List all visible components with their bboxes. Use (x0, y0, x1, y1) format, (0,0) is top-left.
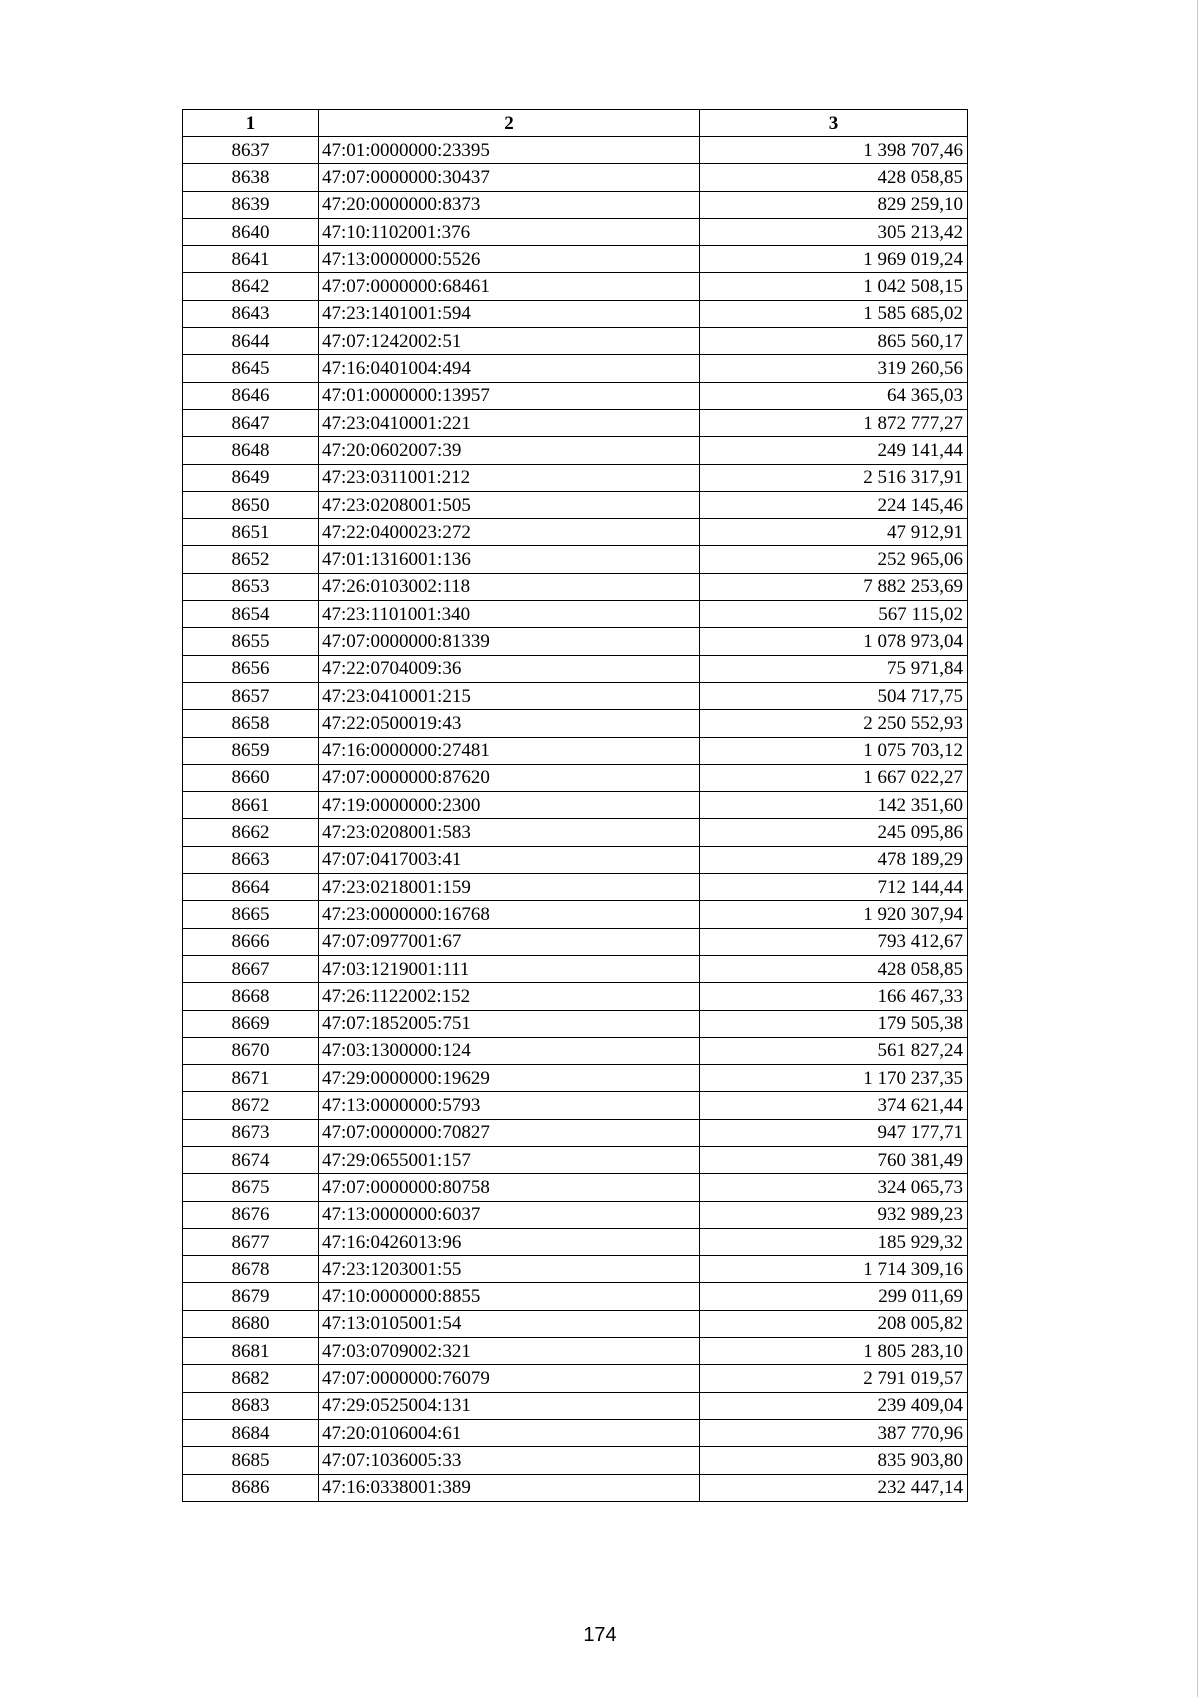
value-cell: 478 189,29 (700, 846, 968, 873)
table-row (183, 1010, 968, 1037)
cadastral-number-cell: 47:07:0000000:87620 (319, 764, 700, 791)
cadastral-number-cell: 47:01:0000000:23395 (319, 137, 700, 164)
table-row (183, 983, 968, 1010)
row-number-cell: 8651 (183, 519, 319, 546)
table-row (183, 1146, 968, 1173)
cadastral-number-cell: 47:23:1101001:340 (319, 601, 700, 628)
row-number-cell: 8681 (183, 1338, 319, 1365)
table-row (183, 655, 968, 682)
row-number-cell: 8647 (183, 409, 319, 436)
value-cell: 865 560,17 (700, 328, 968, 355)
page-edge-rule (1197, 0, 1198, 1697)
value-cell: 2 516 317,91 (700, 464, 968, 491)
cadastral-number-cell: 47:07:1036005:33 (319, 1447, 700, 1474)
value-cell: 1 714 309,16 (700, 1256, 968, 1283)
value-cell: 829 259,10 (700, 191, 968, 218)
table-row (183, 546, 968, 573)
cadastral-number-cell: 47:16:0338001:389 (319, 1474, 700, 1501)
cadastral-number-cell: 47:07:0000000:80758 (319, 1174, 700, 1201)
table-row (183, 491, 968, 518)
table-row (183, 328, 968, 355)
cadastral-number-cell: 47:13:0105001:54 (319, 1310, 700, 1337)
table-row (183, 846, 968, 873)
value-cell: 232 447,14 (700, 1474, 968, 1501)
value-cell: 947 177,71 (700, 1119, 968, 1146)
row-number-cell: 8659 (183, 737, 319, 764)
value-cell: 142 351,60 (700, 792, 968, 819)
table-row (183, 382, 968, 409)
row-number-cell: 8679 (183, 1283, 319, 1310)
row-number-cell: 8638 (183, 164, 319, 191)
row-number-cell: 8641 (183, 246, 319, 273)
cadastral-number-cell: 47:23:0208001:505 (319, 491, 700, 518)
value-cell: 428 058,85 (700, 164, 968, 191)
cadastral-number-cell: 47:23:0218001:159 (319, 874, 700, 901)
table-row (183, 901, 968, 928)
cadastral-number-cell: 47:22:0704009:36 (319, 655, 700, 682)
table-row (183, 764, 968, 791)
table-row (183, 819, 968, 846)
row-number-cell: 8671 (183, 1065, 319, 1092)
row-number-cell: 8676 (183, 1201, 319, 1228)
row-number-cell: 8642 (183, 273, 319, 300)
column-header-2: 2 (319, 110, 700, 137)
table-row (183, 164, 968, 191)
table-row (183, 1392, 968, 1419)
row-number-cell: 8669 (183, 1010, 319, 1037)
table-row (183, 1119, 968, 1146)
row-number-cell: 8664 (183, 874, 319, 901)
table-row (183, 1283, 968, 1310)
value-cell: 1 920 307,94 (700, 901, 968, 928)
row-number-cell: 8655 (183, 628, 319, 655)
value-cell: 324 065,73 (700, 1174, 968, 1201)
cadastral-number-cell: 47:13:0000000:5793 (319, 1092, 700, 1119)
cadastral-number-cell: 47:01:1316001:136 (319, 546, 700, 573)
cadastral-number-cell: 47:20:0000000:8373 (319, 191, 700, 218)
table-row (183, 1256, 968, 1283)
row-number-cell: 8656 (183, 655, 319, 682)
cadastral-number-cell: 47:07:0000000:70827 (319, 1119, 700, 1146)
cadastral-number-cell: 47:07:0000000:81339 (319, 628, 700, 655)
value-cell: 2 791 019,57 (700, 1365, 968, 1392)
cadastral-number-cell: 47:23:1203001:55 (319, 1256, 700, 1283)
value-cell: 7 882 253,69 (700, 573, 968, 600)
value-cell: 374 621,44 (700, 1092, 968, 1119)
cadastral-number-cell: 47:29:0000000:19629 (319, 1065, 700, 1092)
cadastral-number-cell: 47:26:0103002:118 (319, 573, 700, 600)
table-row (183, 137, 968, 164)
row-number-cell: 8685 (183, 1447, 319, 1474)
table-row (183, 628, 968, 655)
table-row (183, 874, 968, 901)
cadastral-number-cell: 47:23:0410001:215 (319, 682, 700, 709)
column-header-3: 3 (700, 110, 968, 137)
cadastral-number-cell: 47:07:0417003:41 (319, 846, 700, 873)
row-number-cell: 8657 (183, 682, 319, 709)
cadastral-number-cell: 47:07:0000000:76079 (319, 1365, 700, 1392)
row-number-cell: 8678 (183, 1256, 319, 1283)
page-number: 174 (583, 1624, 617, 1646)
row-number-cell: 8670 (183, 1037, 319, 1064)
table-row (183, 737, 968, 764)
table-row (183, 955, 968, 982)
cadastral-number-cell: 47:23:0311001:212 (319, 464, 700, 491)
cadastral-number-cell: 47:19:0000000:2300 (319, 792, 700, 819)
table-row (183, 273, 968, 300)
row-number-cell: 8663 (183, 846, 319, 873)
cadastral-number-cell: 47:16:0401004:494 (319, 355, 700, 382)
table-row (183, 1365, 968, 1392)
table-row (183, 246, 968, 273)
cadastral-number-cell: 47:07:0000000:68461 (319, 273, 700, 300)
value-cell: 712 144,44 (700, 874, 968, 901)
value-cell: 252 965,06 (700, 546, 968, 573)
value-cell: 47 912,91 (700, 519, 968, 546)
row-number-cell: 8660 (183, 764, 319, 791)
row-number-cell: 8667 (183, 955, 319, 982)
table-row (183, 191, 968, 218)
value-cell: 64 365,03 (700, 382, 968, 409)
table-row (183, 928, 968, 955)
row-number-cell: 8648 (183, 437, 319, 464)
cadastral-number-cell: 47:22:0400023:272 (319, 519, 700, 546)
value-cell: 1 969 019,24 (700, 246, 968, 273)
row-number-cell: 8672 (183, 1092, 319, 1119)
value-cell: 561 827,24 (700, 1037, 968, 1064)
value-cell: 319 260,56 (700, 355, 968, 382)
row-number-cell: 8652 (183, 546, 319, 573)
value-cell: 249 141,44 (700, 437, 968, 464)
table-row (183, 355, 968, 382)
row-number-cell: 8644 (183, 328, 319, 355)
value-cell: 932 989,23 (700, 1201, 968, 1228)
table-row (183, 1174, 968, 1201)
cadastral-number-cell: 47:03:1300000:124 (319, 1037, 700, 1064)
table-header (183, 110, 968, 137)
cadastral-number-cell: 47:16:0426013:96 (319, 1228, 700, 1255)
row-number-cell: 8675 (183, 1174, 319, 1201)
table-row (183, 573, 968, 600)
row-number-cell: 8665 (183, 901, 319, 928)
cadastral-number-cell: 47:23:1401001:594 (319, 300, 700, 327)
value-cell: 179 505,38 (700, 1010, 968, 1037)
cadastral-number-cell: 47:07:1242002:51 (319, 328, 700, 355)
value-cell: 305 213,42 (700, 218, 968, 245)
table-row (183, 464, 968, 491)
row-number-cell: 8639 (183, 191, 319, 218)
cadastral-number-cell: 47:07:0000000:30437 (319, 164, 700, 191)
table-row (183, 792, 968, 819)
value-cell: 299 011,69 (700, 1283, 968, 1310)
cadastral-number-cell: 47:23:0000000:16768 (319, 901, 700, 928)
cadastral-number-cell: 47:20:0602007:39 (319, 437, 700, 464)
cadastral-number-cell: 47:23:0410001:221 (319, 409, 700, 436)
row-number-cell: 8666 (183, 928, 319, 955)
cadastral-number-cell: 47:16:0000000:27481 (319, 737, 700, 764)
table-row (183, 682, 968, 709)
value-cell: 75 971,84 (700, 655, 968, 682)
value-cell: 1 667 022,27 (700, 764, 968, 791)
table-row (183, 710, 968, 737)
row-number-cell: 8684 (183, 1419, 319, 1446)
table-row (183, 1092, 968, 1119)
value-cell: 1 585 685,02 (700, 300, 968, 327)
value-cell: 185 929,32 (700, 1228, 968, 1255)
table-row (183, 1474, 968, 1501)
table-row (183, 437, 968, 464)
row-number-cell: 8645 (183, 355, 319, 382)
row-number-cell: 8649 (183, 464, 319, 491)
value-cell: 208 005,82 (700, 1310, 968, 1337)
table-row (183, 601, 968, 628)
cadastral-number-cell: 47:22:0500019:43 (319, 710, 700, 737)
row-number-cell: 8653 (183, 573, 319, 600)
cadastral-number-cell: 47:01:0000000:13957 (319, 382, 700, 409)
row-number-cell: 8674 (183, 1146, 319, 1173)
row-number-cell: 8650 (183, 491, 319, 518)
row-number-cell: 8658 (183, 710, 319, 737)
cadastral-number-cell: 47:29:0525004:131 (319, 1392, 700, 1419)
value-cell: 1 805 283,10 (700, 1338, 968, 1365)
table-body (183, 137, 968, 1502)
cadastral-number-cell: 47:03:1219001:111 (319, 955, 700, 982)
value-cell: 1 170 237,35 (700, 1065, 968, 1092)
value-cell: 760 381,49 (700, 1146, 968, 1173)
value-cell: 239 409,04 (700, 1392, 968, 1419)
value-cell: 1 872 777,27 (700, 409, 968, 436)
table-row (183, 1310, 968, 1337)
table-row (183, 300, 968, 327)
row-number-cell: 8654 (183, 601, 319, 628)
value-cell: 224 145,46 (700, 491, 968, 518)
table-row (183, 1447, 968, 1474)
cadastral-number-cell: 47:29:0655001:157 (319, 1146, 700, 1173)
cadastral-number-cell: 47:13:0000000:5526 (319, 246, 700, 273)
data-table (182, 109, 968, 1502)
row-number-cell: 8677 (183, 1228, 319, 1255)
row-number-cell: 8640 (183, 218, 319, 245)
value-cell: 793 412,67 (700, 928, 968, 955)
cadastral-number-cell: 47:26:1122002:152 (319, 983, 700, 1010)
table-row (183, 1338, 968, 1365)
row-number-cell: 8682 (183, 1365, 319, 1392)
cadastral-number-cell: 47:10:0000000:8855 (319, 1283, 700, 1310)
value-cell: 428 058,85 (700, 955, 968, 982)
cadastral-number-cell: 47:13:0000000:6037 (319, 1201, 700, 1228)
table-row (183, 519, 968, 546)
row-number-cell: 8662 (183, 819, 319, 846)
cadastral-number-cell: 47:20:0106004:61 (319, 1419, 700, 1446)
table-row (183, 1065, 968, 1092)
column-header-1: 1 (183, 110, 319, 137)
row-number-cell: 8661 (183, 792, 319, 819)
value-cell: 245 095,86 (700, 819, 968, 846)
cadastral-number-cell: 47:23:0208001:583 (319, 819, 700, 846)
value-cell: 387 770,96 (700, 1419, 968, 1446)
value-cell: 567 115,02 (700, 601, 968, 628)
cadastral-number-cell: 47:07:0977001:67 (319, 928, 700, 955)
value-cell: 1 398 707,46 (700, 137, 968, 164)
row-number-cell: 8643 (183, 300, 319, 327)
row-number-cell: 8646 (183, 382, 319, 409)
value-cell: 1 042 508,15 (700, 273, 968, 300)
header-row (183, 110, 968, 137)
cadastral-number-cell: 47:07:1852005:751 (319, 1010, 700, 1037)
cadastral-number-cell: 47:03:0709002:321 (319, 1338, 700, 1365)
table-row (183, 1037, 968, 1064)
value-cell: 166 467,33 (700, 983, 968, 1010)
table-row (183, 409, 968, 436)
row-number-cell: 8668 (183, 983, 319, 1010)
table-row (183, 1419, 968, 1446)
value-cell: 1 078 973,04 (700, 628, 968, 655)
table-row (183, 1201, 968, 1228)
row-number-cell: 8686 (183, 1474, 319, 1501)
row-number-cell: 8680 (183, 1310, 319, 1337)
table-row (183, 1228, 968, 1255)
cadastral-number-cell: 47:10:1102001:376 (319, 218, 700, 245)
row-number-cell: 8673 (183, 1119, 319, 1146)
value-cell: 504 717,75 (700, 682, 968, 709)
row-number-cell: 8683 (183, 1392, 319, 1419)
value-cell: 1 075 703,12 (700, 737, 968, 764)
table-row (183, 218, 968, 245)
value-cell: 835 903,80 (700, 1447, 968, 1474)
row-number-cell: 8637 (183, 137, 319, 164)
value-cell: 2 250 552,93 (700, 710, 968, 737)
